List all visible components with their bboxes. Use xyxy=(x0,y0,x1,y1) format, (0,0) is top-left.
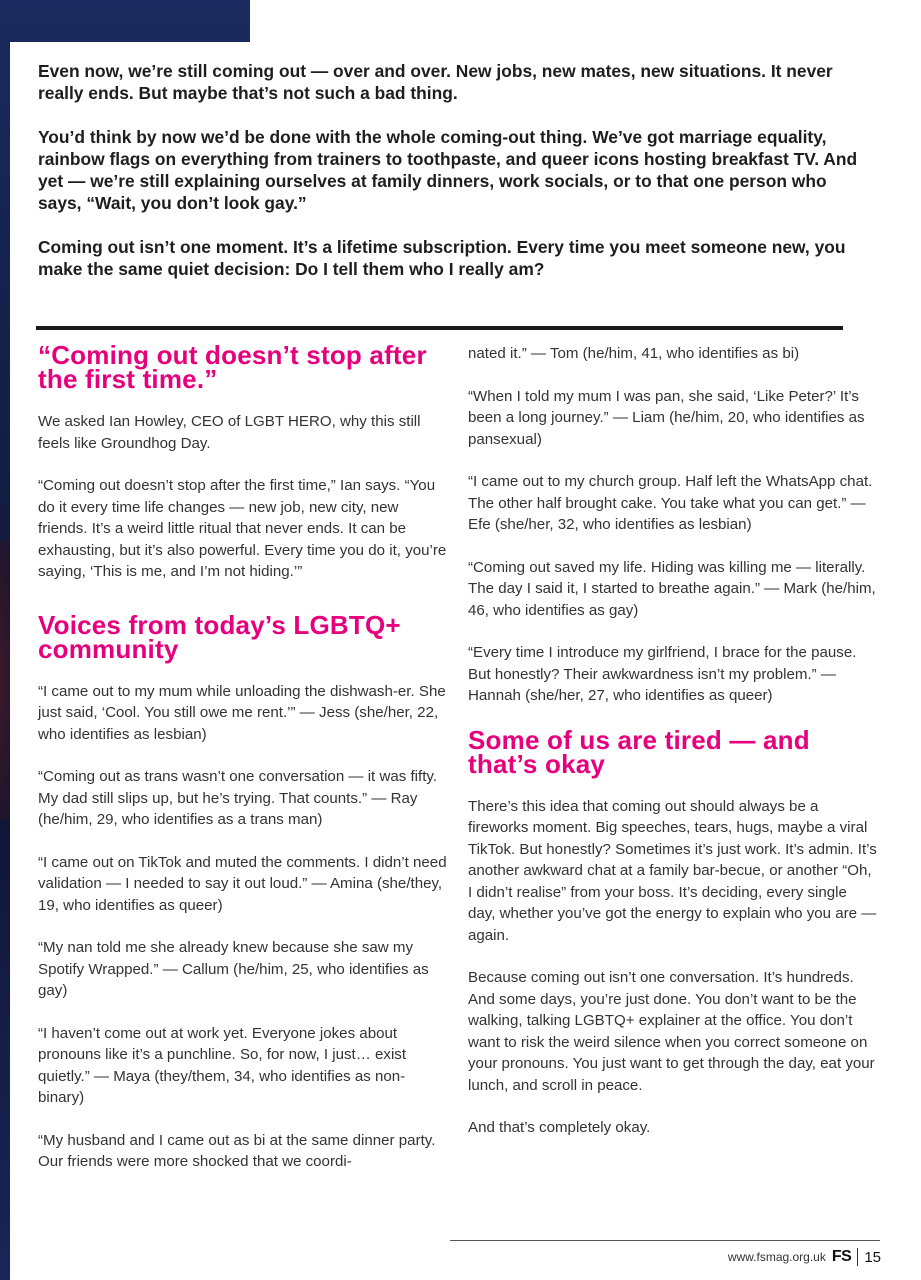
right-column xyxy=(468,343,878,1160)
intro-block xyxy=(38,60,868,302)
intro-paragraph: Coming out isn’t one moment. It’s a lifetime subscription. Every time you meet someone new, you make the same quiet decision: Do I tell them who I really am? xyxy=(38,237,846,279)
section-heading-tired: Some of us are tired — and that’s okay xyxy=(468,724,810,779)
page-top-area xyxy=(250,0,921,42)
quote-paragraph: “I came out to my mum while unloading the dishwash-er. She just said, ‘Cool. You still owe me rent.’” — Jess (she/her, 22, who identifies as lesbian) xyxy=(38,682,446,743)
quote-paragraph: nated it.” — Tom (he/him, 41, who identifies as bi) xyxy=(468,345,800,362)
intro-paragraph: Even now, we’re still coming out — over and over. New jobs, new mates, new situations. It never really ends. But maybe that’s not such a bad thing. xyxy=(38,61,833,103)
quote-paragraph: “Every time I introduce my girlfriend, I brace for the pause. But honestly? Their awkwardness isn’t my problem.” — Hannah (she/her, 27, who identifies as queer) xyxy=(468,644,857,704)
section-heading-coming-out: “Coming out doesn’t stop after the first time.” xyxy=(38,340,427,394)
section-divider xyxy=(36,326,843,330)
page-number: 15 xyxy=(864,1248,881,1266)
body-paragraph: Because coming out isn’t one conversation. It’s hundreds. And some days, you’re just done. You don’t want to be the walking, talking LGBTQ+ explainer at the office. You don’t want to risk the weird silence when you correct someone on your pronouns. You just want to get through the day, eat your lunch, and scroll in peace. xyxy=(468,969,875,1094)
body-paragraph: There’s this idea that coming out should always be a fireworks moment. Big speeches, tears, hugs, maybe a viral TikTok. But honestly? Sometimes it’s just work. It’s admin. It’s another awkward chat at a family bar-becue, or another “Oh, I didn’t realise” from your boss. It’s deciding, every single day, whether you’ve got the energy to explain who you are — again. xyxy=(468,797,877,944)
body-paragraph: And that’s completely okay. xyxy=(468,1119,651,1136)
footer-divider xyxy=(450,1240,880,1241)
left-column xyxy=(38,340,448,1194)
quote-paragraph: “Coming out saved my life. Hiding was killing me — literally. The day I said it, I started to breathe again.” — Mark (he/him, 46, who identifies as gay) xyxy=(468,558,876,619)
footer-url[interactable]: www.fsmag.org.uk xyxy=(727,1250,826,1264)
quote-paragraph: “When I told my mum I was pan, she said, ‘Like Peter?’ It’s been a long journey.” — Liam (he/him, 20, who identifies as pansexual) xyxy=(468,387,865,448)
body-paragraph: We asked Ian Howley, CEO of LGBT HERO, why this still feels like Groundhog Day. xyxy=(38,413,421,452)
quote-paragraph: “My nan told me she already knew because she saw my Spotify Wrapped.” — Callum (he/him, 25, who identifies as gay) xyxy=(38,939,429,999)
body-paragraph: “Coming out doesn’t stop after the first time,” Ian says. “You do it every time life changes — new job, new city, new friends. It’s a weird little ritual that never ends. It can be exhausting, but it’s also powerful. Every time you do it, you’re saying, ‘This is me, and I’m not hiding.’” xyxy=(38,477,447,580)
page-footer xyxy=(728,1248,881,1266)
quote-paragraph: “My husband and I came out as bi at the same dinner party. Our friends were more shocked that we coordi- xyxy=(38,1131,436,1170)
section-heading-voices: Voices from today’s LGBTQ+ community xyxy=(38,609,401,664)
quote-paragraph: “Coming out as trans wasn’t one conversation — it was fifty. My dad still slips up, but he’s trying. That counts.” — Ray (he/him, 29, who identifies as a trans man) xyxy=(38,768,438,828)
footer-separator xyxy=(857,1248,858,1266)
fs-logo: FS xyxy=(831,1248,852,1265)
quote-paragraph: “I came out to my church group. Half left the WhatsApp chat. The other half brought cake. You take what you can get.” — Efe (she/her, 32, who identifies as lesbian) xyxy=(468,473,873,533)
quote-paragraph: “I haven’t come out at work yet. Everyone jokes about pronouns like it’s a punchline. So, for now, I just… exist quietly.” — Maya (they/them, 34, who identifies as non-binary) xyxy=(38,1024,407,1106)
quote-paragraph: “I came out on TikTok and muted the comments. I didn’t need validation — I needed to say it out loud.” — Amina (she/they, 19, who identifies as queer) xyxy=(38,853,447,914)
intro-paragraph: You’d think by now we’d be done with the whole coming-out thing. We’ve got marriage equality, rainbow flags on everything from trainers to toothpaste, and queer icons hosting breakfast TV. And yet — we’re still explaining ourselves at family dinners, work socials, or to that one person who says, “Wait, you don’t look gay.” xyxy=(38,127,858,213)
